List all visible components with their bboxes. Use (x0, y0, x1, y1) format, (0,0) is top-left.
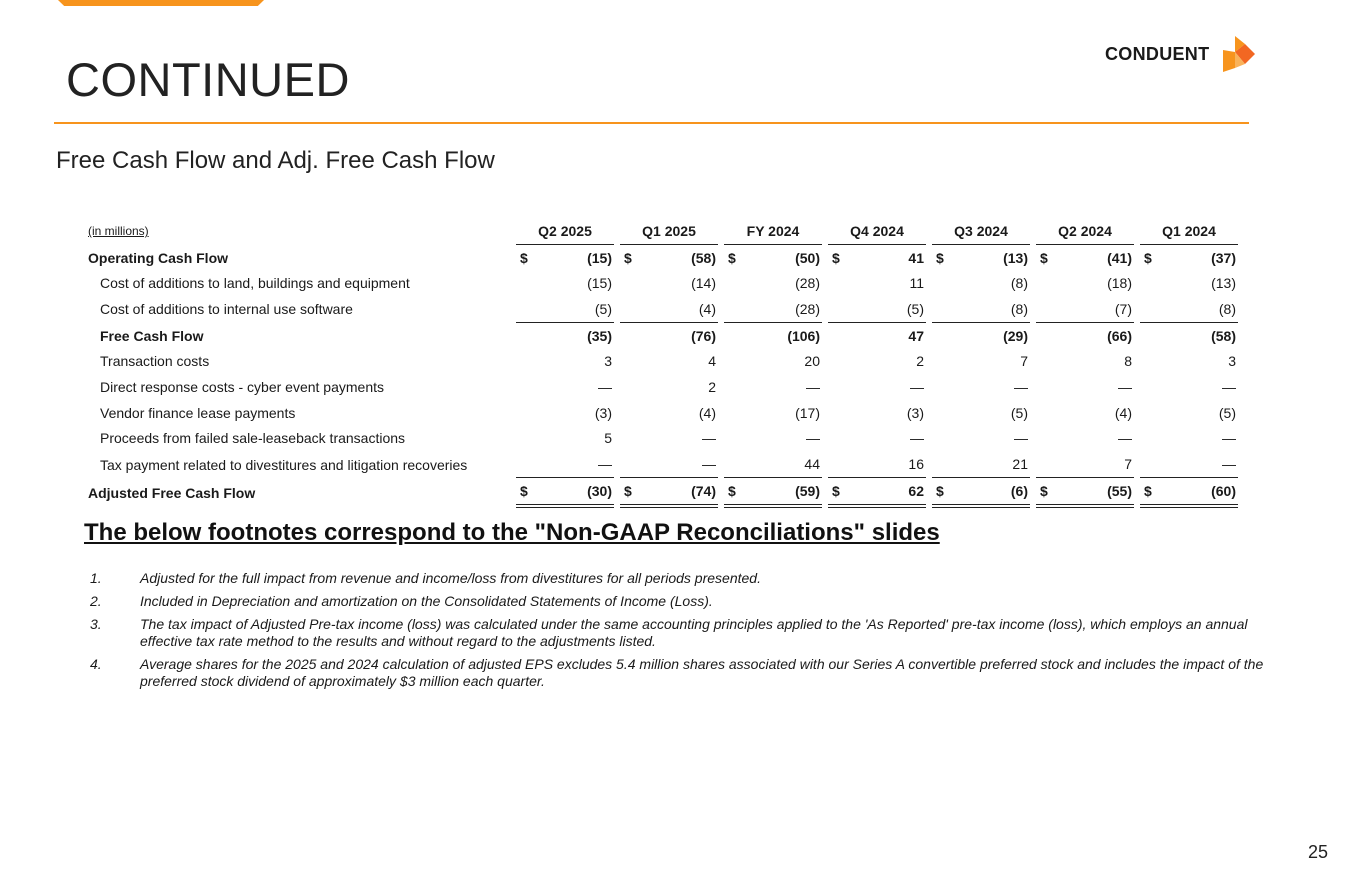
row-label: Vendor finance lease payments (100, 404, 296, 421)
footnote-text: Adjusted for the full impact from revenue and income/loss from divestitures for all periods presented. (140, 570, 761, 586)
currency-symbol (932, 374, 956, 400)
value-cell: (5) (1010, 404, 1028, 421)
value-cell: (29) (1003, 327, 1028, 344)
footnote-item (90, 616, 1285, 650)
value-cell: (4) (644, 296, 718, 323)
footnote-number: 1. (90, 570, 102, 586)
value-cell: 3 (604, 353, 612, 370)
currency-symbol (724, 270, 748, 296)
table-row (84, 374, 1238, 400)
currency-symbol (724, 400, 748, 426)
value-cell: (5) (1218, 404, 1236, 421)
currency-symbol (620, 400, 644, 426)
value-cell: 20 (804, 353, 820, 370)
value-cell: 3 (1228, 353, 1236, 370)
value-cell: (4) (698, 404, 716, 421)
value-cell: (74) (644, 478, 718, 508)
footnote-number: 3. (90, 616, 102, 632)
currency-symbol (932, 451, 956, 478)
value-cell: (50) (795, 249, 820, 266)
period-header: Q4 2024 (828, 218, 926, 245)
value-cell: 4 (708, 353, 716, 370)
row-label: Proceeds from failed sale-leaseback transactions (100, 430, 406, 447)
value-cell: (14) (691, 275, 716, 292)
currency-symbol: $ (936, 249, 944, 266)
currency-symbol: $ (520, 249, 528, 266)
currency-symbol (516, 323, 540, 349)
currency-symbol (1140, 400, 1164, 426)
value-cell: 16 (852, 451, 926, 478)
currency-symbol (620, 374, 644, 400)
currency-symbol (828, 451, 852, 478)
footnote-number: 2. (90, 593, 102, 609)
value-cell: — (1118, 378, 1132, 395)
value-cell: (106) (787, 327, 820, 344)
value-cell: (58) (1211, 327, 1236, 344)
currency-symbol (724, 296, 748, 323)
currency-symbol (620, 426, 644, 452)
row-label: Operating Cash Flow (88, 249, 229, 266)
value-cell: (59) (748, 478, 822, 508)
currency-symbol: $ (624, 249, 632, 266)
value-cell: 44 (748, 451, 822, 478)
value-cell: 2 (708, 378, 716, 395)
value-cell: — (1014, 430, 1028, 447)
currency-symbol (932, 323, 956, 349)
value-cell: (15) (587, 275, 612, 292)
value-cell: (13) (1211, 275, 1236, 292)
currency-symbol (516, 374, 540, 400)
row-label: Adjusted Free Cash Flow (88, 484, 256, 501)
table-row (84, 323, 1238, 349)
title-divider (54, 122, 1249, 124)
currency-symbol (932, 296, 956, 323)
table-row (84, 451, 1238, 478)
currency-symbol (620, 323, 644, 349)
currency-symbol: $ (1036, 478, 1060, 508)
currency-symbol: $ (1140, 478, 1164, 508)
row-label: Direct response costs - cyber event payments (100, 378, 385, 395)
currency-symbol: $ (620, 478, 644, 508)
footnote-text: The tax impact of Adjusted Pre-tax income (loss) was calculated under the same accounting principles applied to the 'As Reported' pre-tax income (loss), which employs an annual effective tax rate method to the results and without regard to the adjustments listed. (140, 616, 1248, 649)
footnote-item (90, 570, 1285, 587)
value-cell: (66) (1107, 327, 1132, 344)
period-header: Q2 2025 (516, 218, 614, 245)
currency-symbol (620, 270, 644, 296)
value-cell: (8) (956, 296, 1030, 323)
value-cell: 7 (1060, 451, 1134, 478)
footnote-number: 4. (90, 656, 102, 672)
currency-symbol (1036, 426, 1060, 452)
cash-flow-table (84, 218, 1238, 508)
row-label: Cost of additions to land, buildings and equipment (100, 275, 410, 292)
table-row (84, 296, 1238, 323)
currency-symbol (1140, 323, 1164, 349)
currency-symbol (828, 323, 852, 349)
period-header: Q1 2024 (1140, 218, 1238, 245)
currency-symbol (828, 400, 852, 426)
value-cell: (55) (1060, 478, 1134, 508)
currency-symbol (516, 400, 540, 426)
value-cell: — (910, 430, 924, 447)
value-cell: — (806, 430, 820, 447)
value-cell: — (702, 430, 716, 447)
value-cell: — (910, 378, 924, 395)
currency-symbol (516, 296, 540, 323)
currency-symbol (1140, 374, 1164, 400)
value-cell: (37) (1211, 249, 1236, 266)
value-cell: (5) (540, 296, 614, 323)
value-cell: — (1014, 378, 1028, 395)
value-cell: (28) (748, 296, 822, 323)
page-title: CONTINUED (66, 53, 350, 106)
footnote-item (90, 593, 1285, 610)
value-cell: (58) (691, 249, 716, 266)
row-label: Transaction costs (100, 353, 210, 370)
value-cell: (28) (795, 275, 820, 292)
currency-symbol (516, 426, 540, 452)
currency-symbol (828, 296, 852, 323)
currency-symbol: $ (932, 478, 956, 508)
footnote-item (90, 656, 1285, 690)
currency-symbol (828, 426, 852, 452)
currency-symbol (932, 348, 956, 374)
value-cell: — (540, 451, 614, 478)
value-cell: — (806, 378, 820, 395)
value-cell: 62 (852, 478, 926, 508)
value-cell: (3) (906, 404, 924, 421)
table-row (84, 426, 1238, 452)
period-header: FY 2024 (724, 218, 822, 245)
currency-symbol: $ (724, 478, 748, 508)
value-cell: 41 (908, 249, 924, 266)
value-cell: (60) (1164, 478, 1238, 508)
currency-symbol (1036, 296, 1060, 323)
currency-symbol: $ (1040, 249, 1048, 266)
currency-symbol (1140, 296, 1164, 323)
currency-symbol (1036, 374, 1060, 400)
currency-symbol: $ (728, 249, 736, 266)
currency-symbol (724, 348, 748, 374)
value-cell: — (644, 451, 718, 478)
row-label: Cost of additions to internal use software (100, 301, 353, 318)
currency-symbol (516, 348, 540, 374)
value-cell: (35) (587, 327, 612, 344)
table-row (84, 348, 1238, 374)
value-cell: — (598, 378, 612, 395)
currency-symbol (828, 374, 852, 400)
row-label: Tax payment related to divestitures and litigation recoveries (100, 456, 468, 473)
row-label: Free Cash Flow (100, 327, 204, 344)
section-subtitle: Free Cash Flow and Adj. Free Cash Flow (56, 147, 495, 174)
period-header: Q3 2024 (932, 218, 1030, 245)
currency-symbol (724, 451, 748, 478)
currency-symbol (1140, 270, 1164, 296)
conduent-cube-icon (1217, 34, 1257, 74)
value-cell: — (1164, 451, 1238, 478)
currency-symbol (620, 348, 644, 374)
value-cell: 8 (1124, 353, 1132, 370)
conduent-logo (1105, 34, 1257, 74)
currency-symbol (1140, 451, 1164, 478)
table-header-row (84, 218, 1238, 245)
currency-symbol (932, 270, 956, 296)
currency-symbol (1036, 270, 1060, 296)
currency-symbol (932, 426, 956, 452)
value-cell: 21 (956, 451, 1030, 478)
value-cell: (6) (956, 478, 1030, 508)
period-header: Q2 2024 (1036, 218, 1134, 245)
value-cell: (41) (1107, 249, 1132, 266)
table-row (84, 400, 1238, 426)
currency-symbol (932, 400, 956, 426)
currency-symbol (620, 296, 644, 323)
value-cell: — (1222, 430, 1236, 447)
logo-text: CONDUENT (1105, 43, 1210, 64)
footnotes-list (90, 570, 1285, 696)
value-cell: (8) (1164, 296, 1238, 323)
currency-symbol (828, 270, 852, 296)
currency-symbol: $ (1144, 249, 1152, 266)
footnote-text: Average shares for the 2025 and 2024 calculation of adjusted EPS excludes 5.4 million shares associated with our Series A convertible preferred stock and includes the impact of the preferred stock dividend of approximately $3 million each quarter. (140, 656, 1264, 689)
footnote-text: Included in Depreciation and amortization on the Consolidated Statements of Income (Loss). (140, 593, 713, 609)
value-cell: (15) (587, 249, 612, 266)
period-header: Q1 2025 (620, 218, 718, 245)
value-cell: (3) (594, 404, 612, 421)
value-cell: (5) (852, 296, 926, 323)
currency-symbol (1036, 400, 1060, 426)
value-cell: (13) (1003, 249, 1028, 266)
value-cell: (30) (540, 478, 614, 508)
currency-symbol: $ (832, 249, 840, 266)
footnotes-heading: The below footnotes correspond to the "Non-GAAP Reconciliations" slides (84, 519, 940, 546)
value-cell: (76) (691, 327, 716, 344)
value-cell: (18) (1107, 275, 1132, 292)
currency-symbol (516, 270, 540, 296)
currency-symbol (1140, 426, 1164, 452)
value-cell: (8) (1010, 275, 1028, 292)
value-cell: (17) (795, 404, 820, 421)
currency-symbol (724, 374, 748, 400)
currency-symbol (724, 323, 748, 349)
value-cell: 2 (916, 353, 924, 370)
value-cell: 47 (908, 327, 924, 344)
currency-symbol (620, 451, 644, 478)
currency-symbol: $ (828, 478, 852, 508)
currency-symbol: $ (516, 478, 540, 508)
currency-symbol (516, 451, 540, 478)
table-row (84, 270, 1238, 296)
currency-symbol (724, 426, 748, 452)
top-accent-bar (58, 0, 264, 6)
value-cell: 7 (1020, 353, 1028, 370)
unit-label: (in millions) (88, 224, 149, 239)
value-cell: 11 (909, 275, 924, 292)
value-cell: — (1118, 430, 1132, 447)
value-cell: (4) (1114, 404, 1132, 421)
currency-symbol (1036, 348, 1060, 374)
currency-symbol (1036, 323, 1060, 349)
currency-symbol (1140, 348, 1164, 374)
value-cell: — (1222, 378, 1236, 395)
page-number: 25 (1308, 842, 1329, 862)
currency-symbol (1036, 451, 1060, 478)
value-cell: 5 (604, 430, 612, 447)
currency-symbol (828, 348, 852, 374)
value-cell: (7) (1060, 296, 1134, 323)
table-row (84, 245, 1238, 271)
table-row (84, 478, 1238, 508)
